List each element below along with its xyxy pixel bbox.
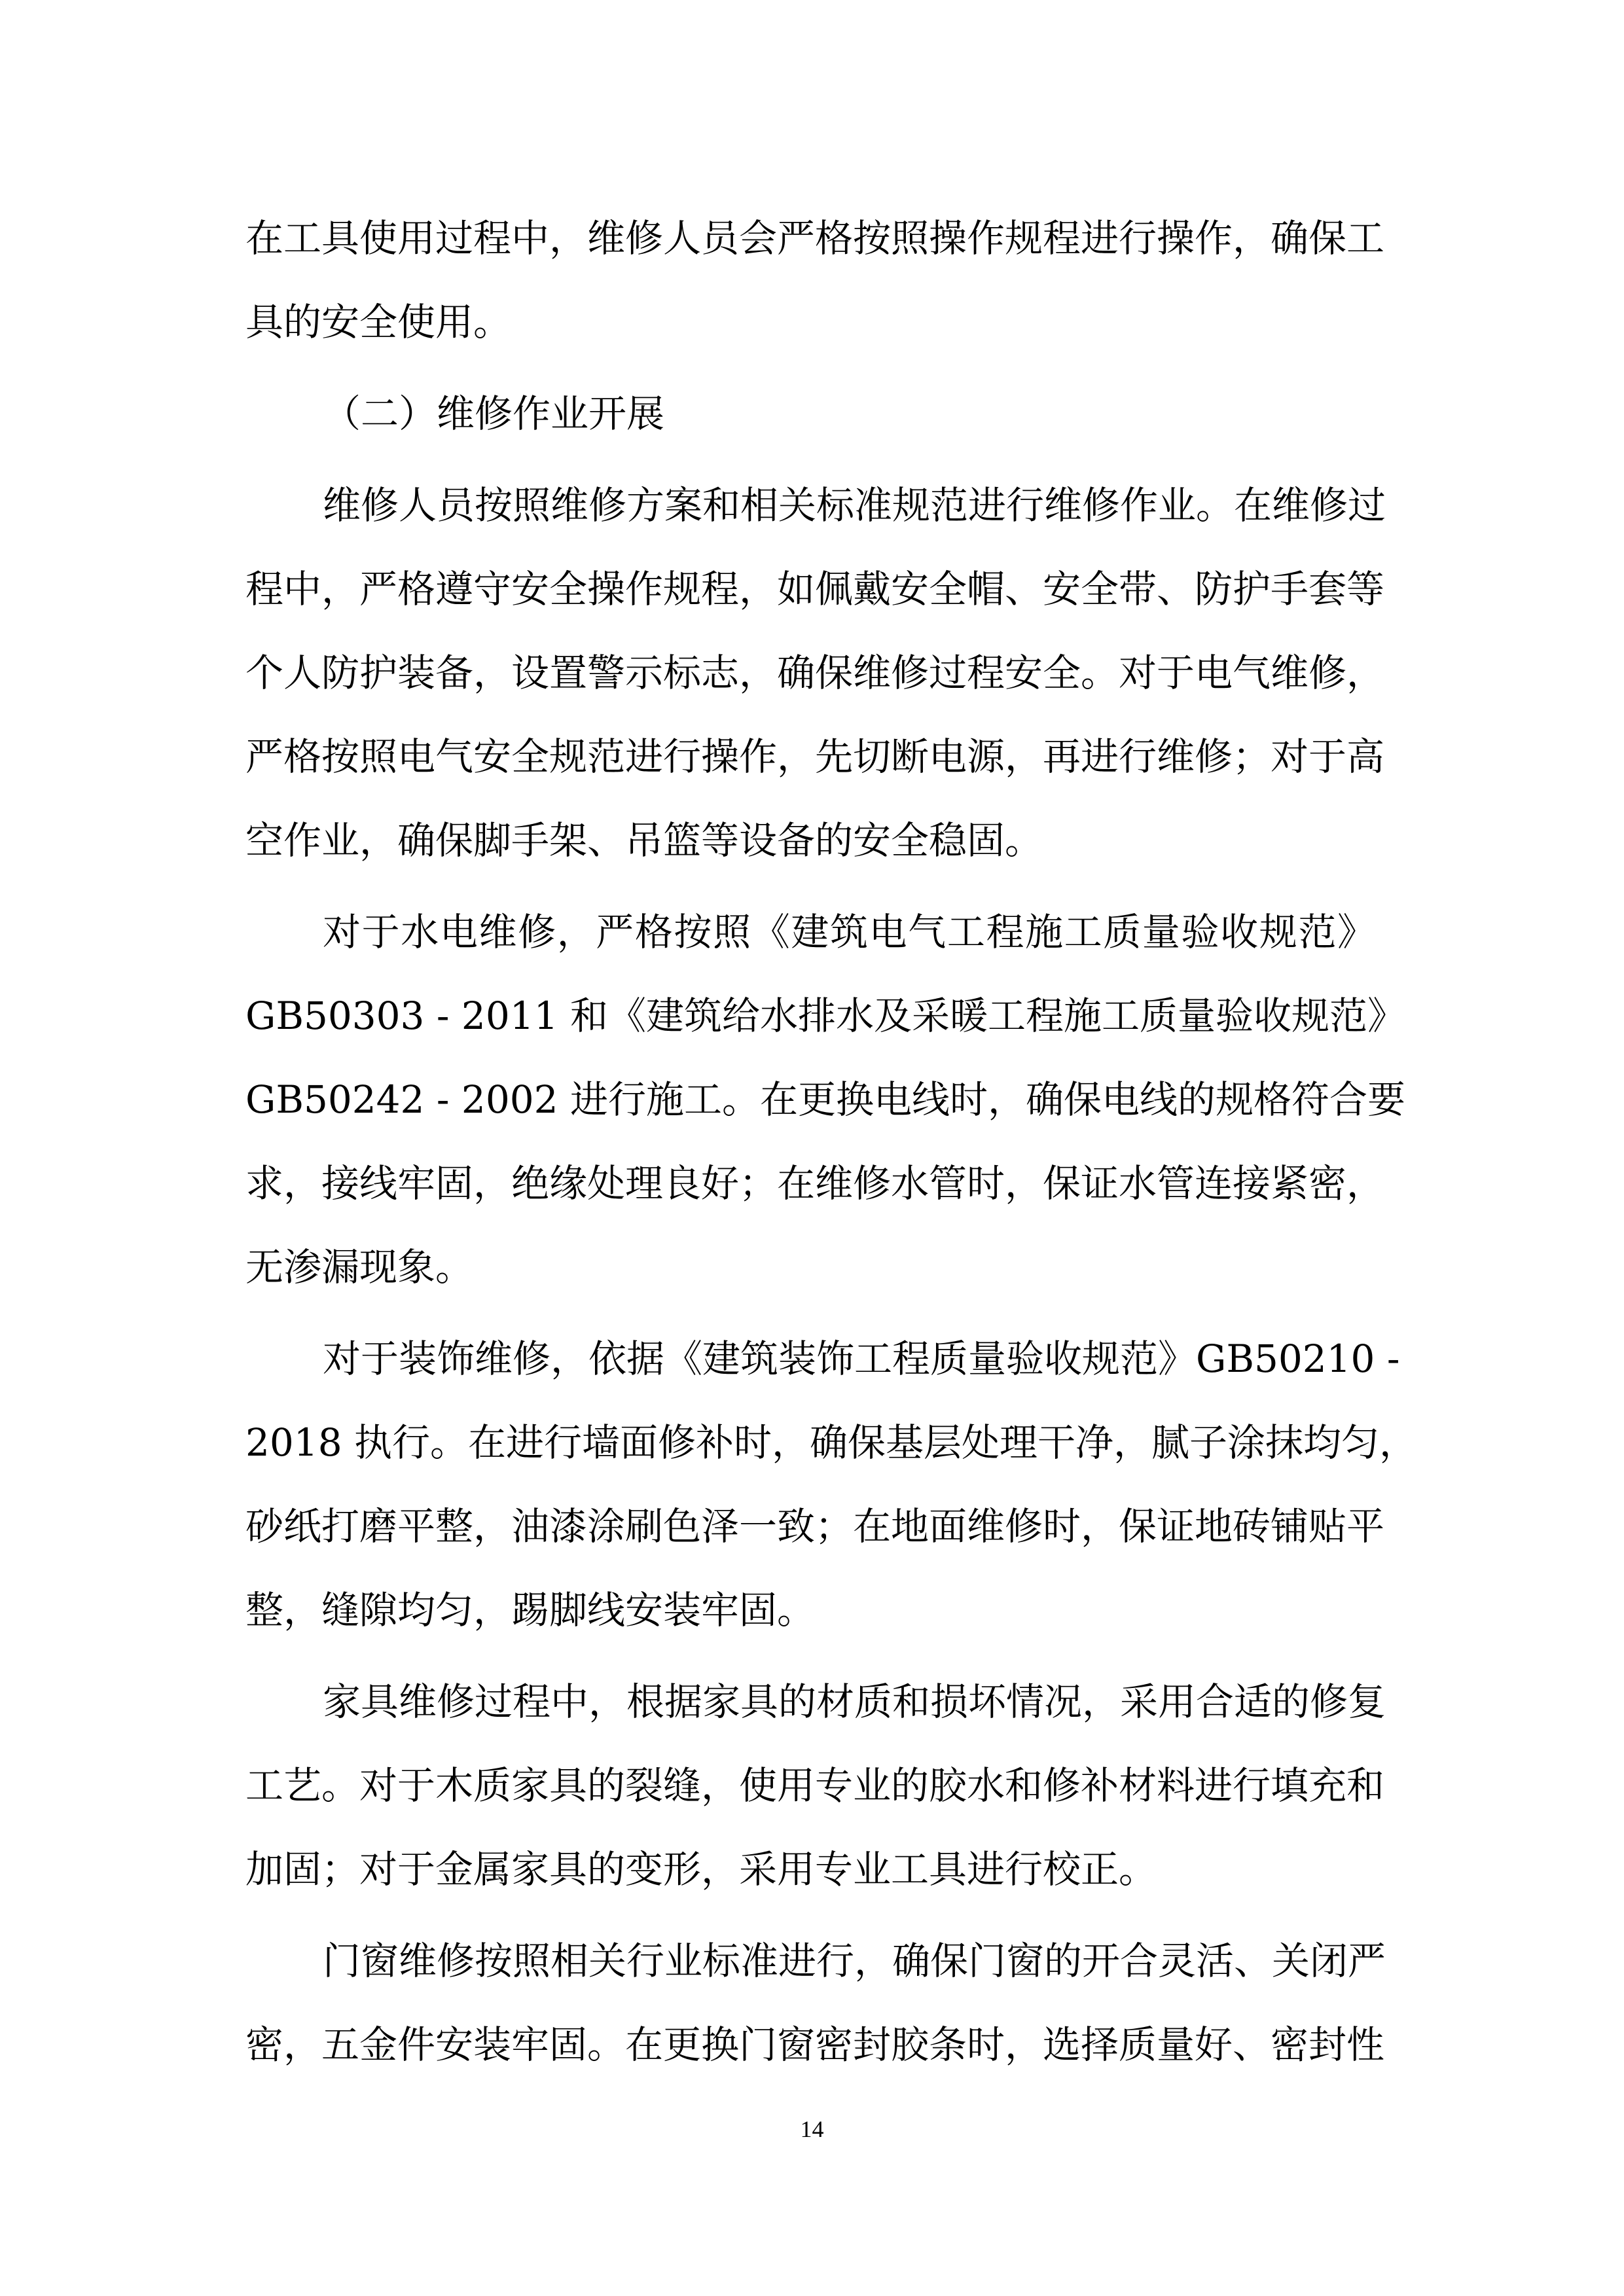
text-line: 对于装饰维修，依据《建筑装饰工程质量验收规范》GB50210 -: [323, 1336, 1400, 1381]
paragraph: [245, 1660, 1386, 1911]
paragraph: [245, 1317, 1418, 1652]
section-heading: [245, 372, 1375, 456]
text-line: 求，接线牢固，绝缘处理良好；在维修水管时，保证水管连接紧密，: [245, 1161, 1385, 1206]
text-line: 空作业，确保脚手架、吊篮等设备的安全稳固。: [245, 818, 1043, 863]
text-line: 在工具使用过程中，维修人员会严格按照操作规程进行操作，确保工: [245, 216, 1385, 260]
text-line: 无渗漏现象。: [245, 1245, 474, 1289]
text-line: 具的安全使用。: [245, 300, 512, 344]
text-line: GB50303 - 2011 和《建筑给水排水及采暖工程施工质量验收规范》: [245, 994, 1405, 1038]
text-line: 家具维修过程中，根据家具的材质和损坏情况，采用合适的修复: [323, 1679, 1386, 1724]
paragraph: [245, 463, 1386, 882]
paragraph: [245, 196, 1385, 364]
text-line: 对于水电维修，严格按照《建筑电气工程施工质量验收规范》: [323, 910, 1375, 954]
text-line: 2018 执行。在进行墙面修补时，确保基层处理干净，腻子涂抹均匀，: [245, 1420, 1418, 1465]
paragraph: [245, 1919, 1386, 2087]
text-line: 程中，严格遵守安全操作规程，如佩戴安全帽、安全带、防护手套等: [245, 567, 1385, 611]
text-line: 个人防护装备，设置警示标志，确保维修过程安全。对于电气维修，: [245, 651, 1385, 695]
text-line: 加固；对于金属家具的变形，采用专业工具进行校正。: [245, 1847, 1157, 1892]
text-line: 工艺。对于木质家具的裂缝，使用专业的胶水和修补材料进行填充和: [245, 1763, 1385, 1808]
text-line: 密，五金件安装牢固。在更换门窗密封胶条时，选择质量好、密封性: [245, 2022, 1385, 2067]
text-line: （二）维修作业开展: [323, 391, 665, 436]
text-line: 严格按照电气安全规范进行操作，先切断电源，再进行维修；对于高: [245, 734, 1385, 779]
text-line: 门窗维修按照相关行业标准进行，确保门窗的开合灵活、关闭严: [323, 1939, 1386, 1983]
text-line: 维修人员按照维修方案和相关标准规范进行维修作业。在维修过: [323, 483, 1386, 528]
text-line: 砂纸打磨平整，油漆涂刷色泽一致；在地面维修时，保证地砖铺贴平: [245, 1504, 1385, 1549]
page-number: 14: [800, 2116, 824, 2142]
text-line: 整，缝隙均匀，踢脚线安装牢固。: [245, 1588, 816, 1632]
text-line: GB50242 - 2002 进行施工。在更换电线时，确保电线的规格符合要: [245, 1077, 1405, 1122]
document-body: [245, 196, 1418, 2087]
paragraph: [245, 890, 1405, 1309]
